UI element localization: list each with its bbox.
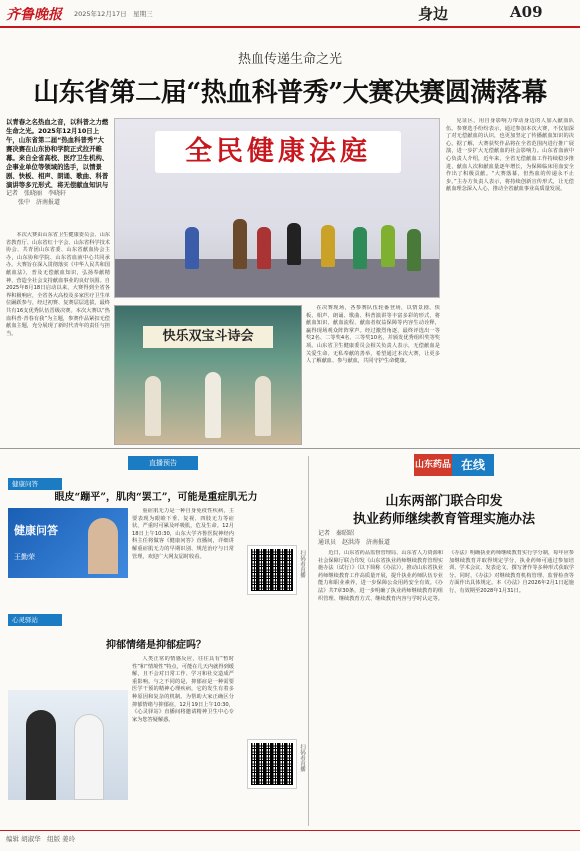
main-kicker: 热血传递生命之光 bbox=[237, 52, 342, 67]
issue-date: 2025年12月17日 星期三 bbox=[74, 10, 153, 18]
newspaper-logo: 齐鲁晚报 bbox=[6, 7, 62, 23]
mind-station-tag: 心灵驿站 bbox=[8, 614, 62, 626]
health-qa-headline: 眼皮“蹦平”，肌肉“罢工”，可能是重症肌无力 bbox=[54, 492, 258, 503]
performer bbox=[185, 227, 199, 269]
photo1-banner: 全民健康法庭 bbox=[155, 131, 401, 173]
performer bbox=[321, 225, 335, 267]
right-byline: 记者 秦昭昭 通讯员 赵洪涛 济南报道 bbox=[318, 530, 391, 546]
host-avatar bbox=[88, 518, 118, 574]
mind-station-headline: 抑郁情绪是抑郁症吗？ bbox=[106, 640, 206, 651]
right-headline-2: 执业药师继续教育管理实施办法 bbox=[352, 512, 535, 527]
body-text: 重症肌无力是一种自身免疫性疾病，主要表现为眼睑下垂、复视、四肢无力等症状，严重时可累及呼吸肌，危及生命。12月18日上午10:30，山东大学齐鲁医院神经内科主任将做客《健康问答》直播间，详细讲解重症肌无力的早期识别、规范治疗与日常管理，欢迎广大网友届时收看。 bbox=[132, 508, 234, 560]
header-rule bbox=[0, 26, 580, 28]
performer bbox=[407, 229, 421, 271]
health-qa-tag: 健康问答 bbox=[8, 478, 62, 490]
performer bbox=[205, 372, 221, 438]
column-divider bbox=[308, 456, 309, 826]
section-name: 身边 bbox=[418, 5, 449, 23]
health-qa-body bbox=[132, 508, 234, 588]
main-body-col3 bbox=[446, 118, 574, 444]
performer bbox=[233, 219, 247, 269]
main-body-col2 bbox=[306, 305, 440, 445]
stage-photo bbox=[114, 118, 440, 298]
right-body bbox=[318, 550, 574, 826]
video-label: 健康问答 bbox=[14, 524, 58, 537]
performer bbox=[255, 376, 271, 436]
guest-figure bbox=[74, 714, 104, 800]
qr-code-2[interactable] bbox=[248, 740, 296, 788]
page-number: A09 bbox=[510, 3, 543, 21]
online-tag-b: 在线 bbox=[452, 454, 494, 476]
qr-caption-2: 扫码看直播 bbox=[299, 744, 305, 772]
main-lead: 以青春之名热血之音，以科普之力燃生命之光。2025年12月10日上午，山东省第二届“热血科普秀”大赛决赛在山东协和学院正式拉开帷幕。来自全省高校、医疗卫生机构、企事业单位等领域的选手，以情景剧、快板、相声、朗诵、歌曲、科普演讲等多元形式，将无偿献血知识与 bbox=[6, 118, 109, 188]
performer bbox=[145, 376, 161, 436]
right-headline-1: 山东两部门联合印发 bbox=[385, 494, 503, 509]
footer-credits: 编辑 胡淑华 组版 姜玲 bbox=[6, 835, 76, 843]
section-divider bbox=[0, 448, 580, 449]
photo2-banner: 快乐双宝斗诗会 bbox=[143, 326, 273, 348]
video-thumbnail-2[interactable] bbox=[8, 690, 128, 800]
main-headline: 山东省第二届“热血科普秀”大赛决赛圆满落幕 bbox=[33, 78, 547, 108]
host-name: 王勤荣 bbox=[14, 553, 35, 561]
podium bbox=[257, 227, 271, 269]
online-tag bbox=[414, 454, 494, 476]
body-text: 近日，山东省药品监督管理局、山东省人力资源和社会保障厅联合印发《山东省执业药师继续教育管理实施办法（试行）》（以下简称《办法》），推动山东省执业药师继续教育工作高质量开展，提升执业药师队伍专业能力和职业素养，进一步保障公众用药安全有效。《办法》共7章30条，进一步明确了执业药师继续教育的组织管理、继续教育方式、继续教育内容与学时认定等。《办法》明确执业药师继续教育实行学分制，每年应参加继续教育并取得规定学分，执业药师可通过参加培训、学术会议、发表论文、撰写著作等多种形式获取学分。同时，《办法》对继续教育机构管理、监督检查等方面作出具体规定。本《办法》自2026年2月1日起施行，有效期至2028年1月31日。 bbox=[318, 550, 574, 602]
main-byline: 记者 张晓丽 李晓轩 张中 济南报道 bbox=[6, 190, 67, 206]
mind-station-body bbox=[132, 656, 234, 826]
guest-figure bbox=[26, 710, 56, 800]
qr-caption-1: 扫码看直播 bbox=[299, 550, 305, 578]
live-preview-tag: 直播预告 bbox=[128, 456, 198, 470]
performer bbox=[287, 223, 301, 265]
performer bbox=[353, 227, 367, 269]
body-text: 本次大赛由山东省卫生健康委员会、山东省教育厅、山东省红十字会、山东省科学技术协会、共青团山东省委、山东省献血协会主办，山东协和学院、山东省血液中心共同承办。大赛旨在深入贯彻落实《中华人民共和国献血法》，普及无偿献血知识，弘扬奉献精神，营造全社会支持献血事业的良好氛围。自2025年8月18日启动以来，大赛得到全省各界积极响应，全省各大高校及多家医疗卫生单位踊跃参与，经过初赛、复赛层层选拔，最终共有16支优秀队伍晋级决赛。本次大赛以“热血科普·青春有我”为主题，参赛作品紧扣无偿献血主题，充分展现了新时代青年的责任与担当。 bbox=[6, 232, 110, 337]
body-text: 在决赛现场，各参赛队伍轮番登场，以情景剧、快板、相声、朗诵、歌曲、科普演讲等丰富多彩的形式，将献血知识、献血流程、献血者权益保障等内容生动诠释，赢得现场观众阵阵掌声。经过激烈角逐，最终评选出一等奖2名、二等奖4名、三等奖10名，并颁发优秀组织奖等奖项。山东省卫生健康委员会相关负责人表示，无偿献血是关爱生命、无私奉献的善举，希望通过本次大赛，让更多人了解献血、参与献血，共同守护生命健康。 bbox=[306, 305, 440, 365]
body-text: 见证区，用自身影响力带动身边的人加入献血队伍。参赛选手纷纷表示，通过参加本次大赛，不仅加深了对无偿献血的认识，也更加坚定了传播献血知识的决心。据了解，大赛获奖作品将在全省范围内进行推广展演，进一步扩大无偿献血的社会影响力。山东省血液中心负责人介绍，近年来，全省无偿献血工作持续稳步推进，献血人次和献血量逐年增长，为保障临床用血安全作出了积极贡献。“大赛落幕，但热血的传递永不止步。”主办方负责人表示，将持续创新宣传形式，让无偿献血理念深入人心，推动全省献血事业高质量发展。 bbox=[446, 118, 574, 193]
body-text: 人类正常的情感反应，往往具有“暂时性”和“情境性”特点，可能在几天内就得到缓解，且不会对日常工作、学习和社交造成严重影响。与之不同的是，抑郁症是一种需要医学干预的精神心理疾病，它的发生有着多种原因和复杂的机制。为帮助大家正确区分抑郁情绪与抑郁症，12月19日上午10:30，《心灵驿站》直播间将邀请精神卫生中心专家为您答疑解惑。 bbox=[132, 656, 234, 723]
footer-rule bbox=[0, 830, 580, 831]
qr-code-1[interactable] bbox=[248, 546, 296, 594]
performer bbox=[381, 225, 395, 267]
video-thumbnail-1[interactable] bbox=[8, 508, 128, 578]
poem-photo bbox=[114, 305, 302, 445]
online-tag-a: 山东药品 bbox=[414, 454, 452, 476]
main-body-col1 bbox=[6, 232, 110, 444]
